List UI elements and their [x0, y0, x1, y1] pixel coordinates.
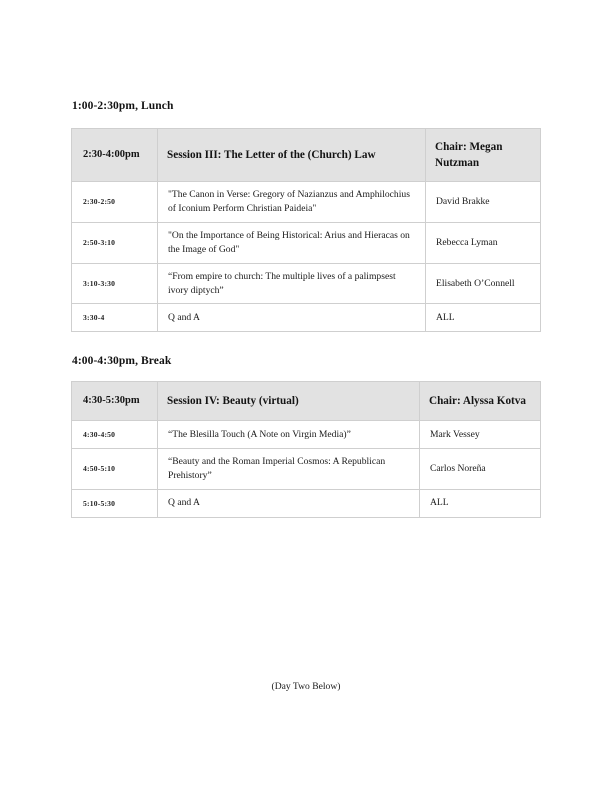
- cell-title: “The Blesilla Touch (A Note on Virgin Media)”: [158, 421, 420, 449]
- cell-time: 3:30-4: [72, 304, 158, 332]
- schedule-table-session-4: [71, 381, 541, 518]
- cell-title: "On the Importance of Being Historical: Arius and Hieracas on the Image of God": [158, 222, 426, 263]
- cell-person: Carlos Noreña: [420, 449, 541, 490]
- cell-title: “Beauty and the Roman Imperial Cosmos: A Republican Prehistory”: [158, 449, 420, 490]
- cell-time: 2:30-2:50: [72, 182, 158, 223]
- cell-title: "The Canon in Verse: Gregory of Nazianzus and Amphilochius of Iconium Perform Christian Paideia": [158, 182, 426, 223]
- table-row: [72, 263, 541, 304]
- cell-title: Q and A: [158, 489, 420, 517]
- header-time-range: 2:30-4:00pm: [72, 129, 158, 182]
- cell-person: ALL: [420, 489, 541, 517]
- lunch-break-label: 1:00-2:30pm, Lunch: [72, 100, 174, 112]
- day-two-note: (Day Two Below): [271, 681, 341, 692]
- table-row: [72, 449, 541, 490]
- table-header-row: [72, 129, 541, 182]
- cell-person: ALL: [426, 304, 541, 332]
- header-session-title: Session III: The Letter of the (Church) Law: [158, 129, 426, 182]
- cell-person: Rebecca Lyman: [426, 222, 541, 263]
- table-row: [72, 304, 541, 332]
- table-row: [72, 489, 541, 517]
- cell-person: Elisabeth O’Connell: [426, 263, 541, 304]
- table-row: [72, 222, 541, 263]
- afternoon-break-label: 4:00-4:30pm, Break: [72, 355, 172, 367]
- header-time-range: 4:30-5:30pm: [72, 382, 158, 421]
- table-row: [72, 421, 541, 449]
- header-session-title: Session IV: Beauty (virtual): [158, 382, 420, 421]
- cell-time: 3:10-3:30: [72, 263, 158, 304]
- cell-time: 5:10-5:30: [72, 489, 158, 517]
- cell-time: 4:50-5:10: [72, 449, 158, 490]
- cell-title: Q and A: [158, 304, 426, 332]
- table-header-row: [72, 382, 541, 421]
- cell-time: 2:50-3:10: [72, 222, 158, 263]
- cell-person: Mark Vessey: [420, 421, 541, 449]
- cell-title: “From empire to church: The multiple lives of a palimpsest ivory diptych”: [158, 263, 426, 304]
- header-chair: Chair: Alyssa Kotva: [420, 382, 541, 421]
- cell-time: 4:30-4:50: [72, 421, 158, 449]
- schedule-table-session-3: [71, 128, 541, 332]
- header-chair: Chair: Megan Nutzman: [426, 129, 541, 182]
- table-row: [72, 182, 541, 223]
- cell-person: David Brakke: [426, 182, 541, 223]
